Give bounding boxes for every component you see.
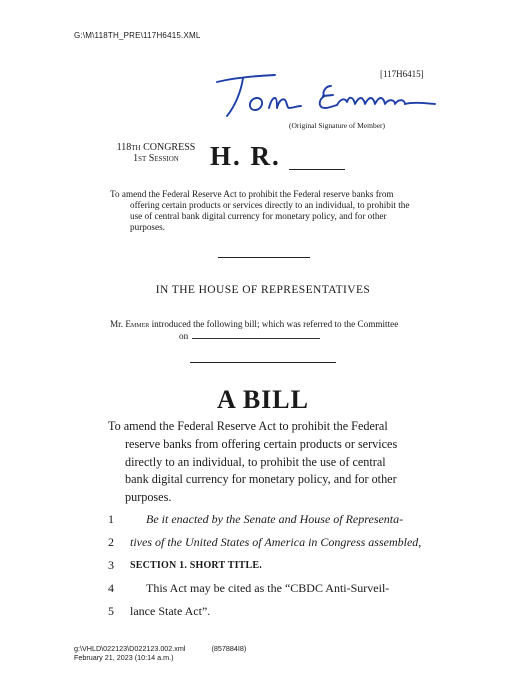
- purpose-line: bank digital currency for monetary policy, and for other: [125, 472, 397, 487]
- file-path: G:\M\118TH_PRE\117H6415.XML: [74, 31, 201, 40]
- bill-prefix: H. R.: [210, 141, 281, 171]
- bill-line: [108, 531, 426, 554]
- bill-number-blank: [289, 169, 345, 170]
- committee-blank: [192, 330, 320, 339]
- bill-tag: [117H6415]: [380, 69, 424, 79]
- footer-doc-id: (857884I8): [211, 644, 247, 653]
- line-number: 1: [108, 512, 114, 526]
- document-footer: [74, 644, 246, 662]
- signature-caption: (Original Signature of Member): [289, 121, 386, 130]
- purpose-line: reserve banks from offering certain products or services: [125, 436, 398, 451]
- bill-text: [108, 508, 426, 623]
- bill-line: [108, 577, 426, 600]
- bill-line: [108, 508, 426, 531]
- line-number: 5: [108, 604, 114, 618]
- enacting-clause: Be it enacted by the Senate and House of Representa-: [146, 512, 404, 526]
- section-text: This Act may be cited as the “CBDC Anti-Surveil-: [146, 581, 390, 595]
- footer-doc-path: g:\VHLD\022123\D022123.002.xml: [74, 644, 186, 653]
- introduction-line-2: on: [110, 330, 420, 342]
- section-text: lance State Act”.: [130, 604, 211, 618]
- section-heading: SECTION 1. SHORT TITLE.: [130, 560, 262, 571]
- footer-date: February 21, 2023 (10:14 a.m.): [74, 653, 174, 662]
- cover-summary-text: To amend the Federal Reserve Act to prohibit the Federal reserve banks from offering certain products or services directly to an individual, to prohibit the use of central bank digital currency for monetary policy, and for other purposes.: [110, 189, 410, 232]
- sponsor-name: Emmer: [125, 319, 150, 329]
- session-label: 1st Session: [133, 153, 179, 164]
- bill-heading: A BILL: [217, 385, 309, 414]
- congress-session: [110, 142, 202, 164]
- divider-rule: [218, 257, 310, 258]
- chamber-heading: IN THE HOUSE OF REPRESENTATIVES: [155, 284, 371, 296]
- cover-summary: [110, 189, 418, 233]
- line-number: 4: [108, 581, 114, 595]
- bill-purpose: [108, 418, 420, 507]
- divider-rule: [190, 362, 336, 363]
- line-number: 2: [108, 535, 114, 549]
- bill-line: [108, 600, 426, 623]
- introduction-statement: [110, 318, 420, 342]
- member-signature: [213, 72, 463, 128]
- bill-line: [108, 554, 426, 577]
- enacting-clause: tives of the United States of America in Congress assembled,: [130, 535, 422, 549]
- introduction-line-1: Mr. Emmer introduced the following bill; which was referred to the Committee: [110, 319, 399, 329]
- purpose-line: purposes.: [125, 490, 172, 505]
- congress-label: 118th CONGRESS: [116, 142, 196, 153]
- line-number: 3: [108, 558, 114, 572]
- purpose-line: directly to an individual, to prohibit the use of central: [125, 454, 386, 469]
- purpose-line: To amend the Federal Reserve Act to prohibit the Federal: [108, 419, 388, 433]
